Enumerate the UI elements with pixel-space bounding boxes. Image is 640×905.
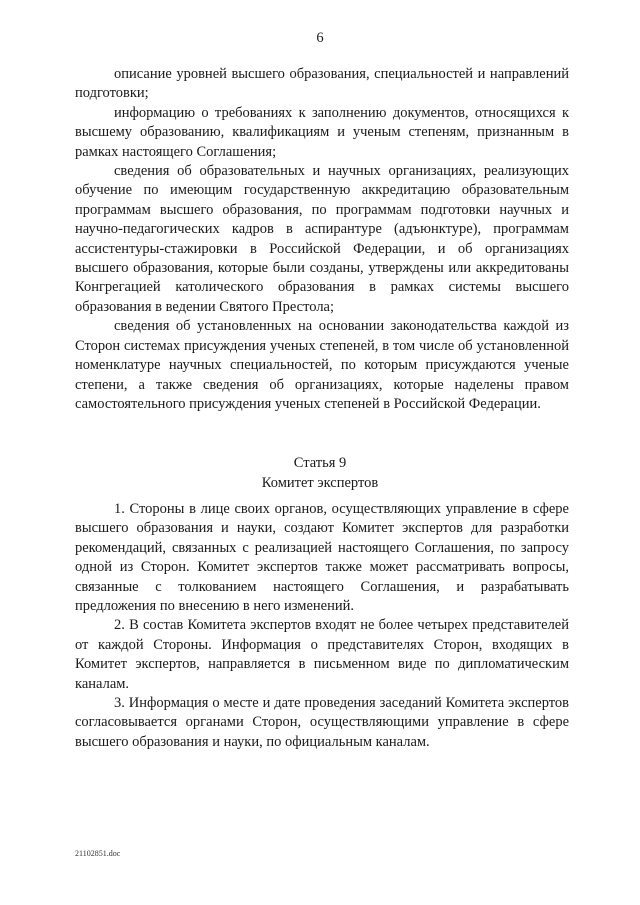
article-paragraph: 2. В состав Комитета экспертов входят не более четырех представителей от каждой Стороны. Информация о представителях Сторон, входящих в Комитет экспертов, направляется в письменном виде по дипломатическим каналам. — [75, 617, 569, 692]
information-list — [75, 65, 569, 414]
article-paragraph: 1. Стороны в лице своих органов, осуществляющих управление в сфере высшего образования и науки, создают Комитет экспертов для разработки рекомендаций, связанных с реализацией настоящего Соглашения, по запросу одной из Сторон. Комитет экспертов также может рассматривать вопросы, связанные с толкованием настоящего Соглашения, и разрабатывать предложения по внесению в него изменений. — [75, 501, 569, 615]
page-number: 6 — [316, 30, 324, 46]
list-item: описание уровней высшего образования, специальностей и направлений подготовки; — [75, 66, 569, 102]
article-paragraph: 3. Информация о месте и дате проведения заседаний Комитета экспертов согласовывается органами Сторон, осуществляющими управление в сфере высшего образования и науки, по официальным каналам. — [75, 695, 569, 750]
footer-filename: 21102851.doc — [75, 849, 121, 858]
article-number: Статья 9 — [293, 455, 347, 471]
list-item: информацию о требованиях к заполнению документов, относящихся к высшему образованию, квалификациям и ученым степеням, признанным в рамках настоящего Соглашения; — [75, 104, 569, 160]
article-title: Комитет экспертов — [261, 475, 379, 491]
list-item: сведения об установленных на основании законодательства каждой из Сторон системах присуждения ученых степеней, в том числе об установленной номенклатуре научных специальностей, по которым присуждаются ученые степени, а также сведения об организациях, которые наделены правом самостоятельного присуждения ученых степеней в Российской Федерации. — [75, 318, 569, 412]
article-body — [75, 500, 569, 752]
list-item: сведения об образовательных и научных организациях, реализующих обучение по имеющим государственную аккредитацию образовательным программам высшего образования, по программам подготовки научных и научно-педагогических кадров в аспирантуре (адъюнктуре), программам ассистентуры-стажировки в Российской Федерации, и об организациях высшего образования, которые были созданы, утверждены или аккредитованы Конгрегацией католического образования в рамках системы высшего образования в ведении Святого Престола; — [75, 163, 569, 315]
